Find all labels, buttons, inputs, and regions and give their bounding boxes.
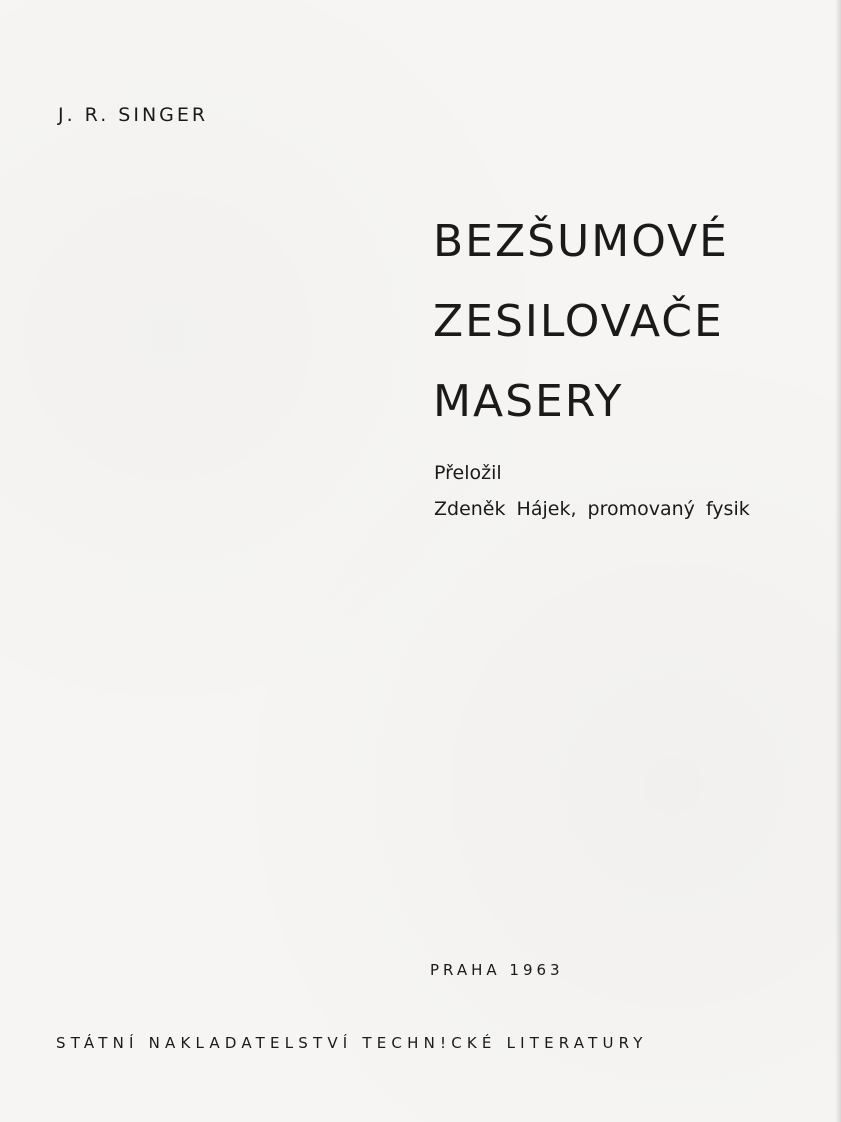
publisher-name: STÁTNÍ NAKLADATELSTVÍ TECHN!CKÉ LITERATURY <box>56 1034 648 1052</box>
translator-name: Zdeněk Hájek, promovaný fysik <box>434 498 750 520</box>
author-name: J. R. SINGER <box>58 104 209 126</box>
translator-label: Přeložil <box>434 462 502 484</box>
place-and-year: PRAHA 1963 <box>430 961 564 979</box>
book-title-line-2: ZESILOVAČE <box>433 296 724 347</box>
book-title-line-3: MASERY <box>433 376 624 427</box>
page-edge-shadow <box>835 0 841 1122</box>
book-title-line-1: BEZŠUMOVÉ <box>433 216 729 267</box>
